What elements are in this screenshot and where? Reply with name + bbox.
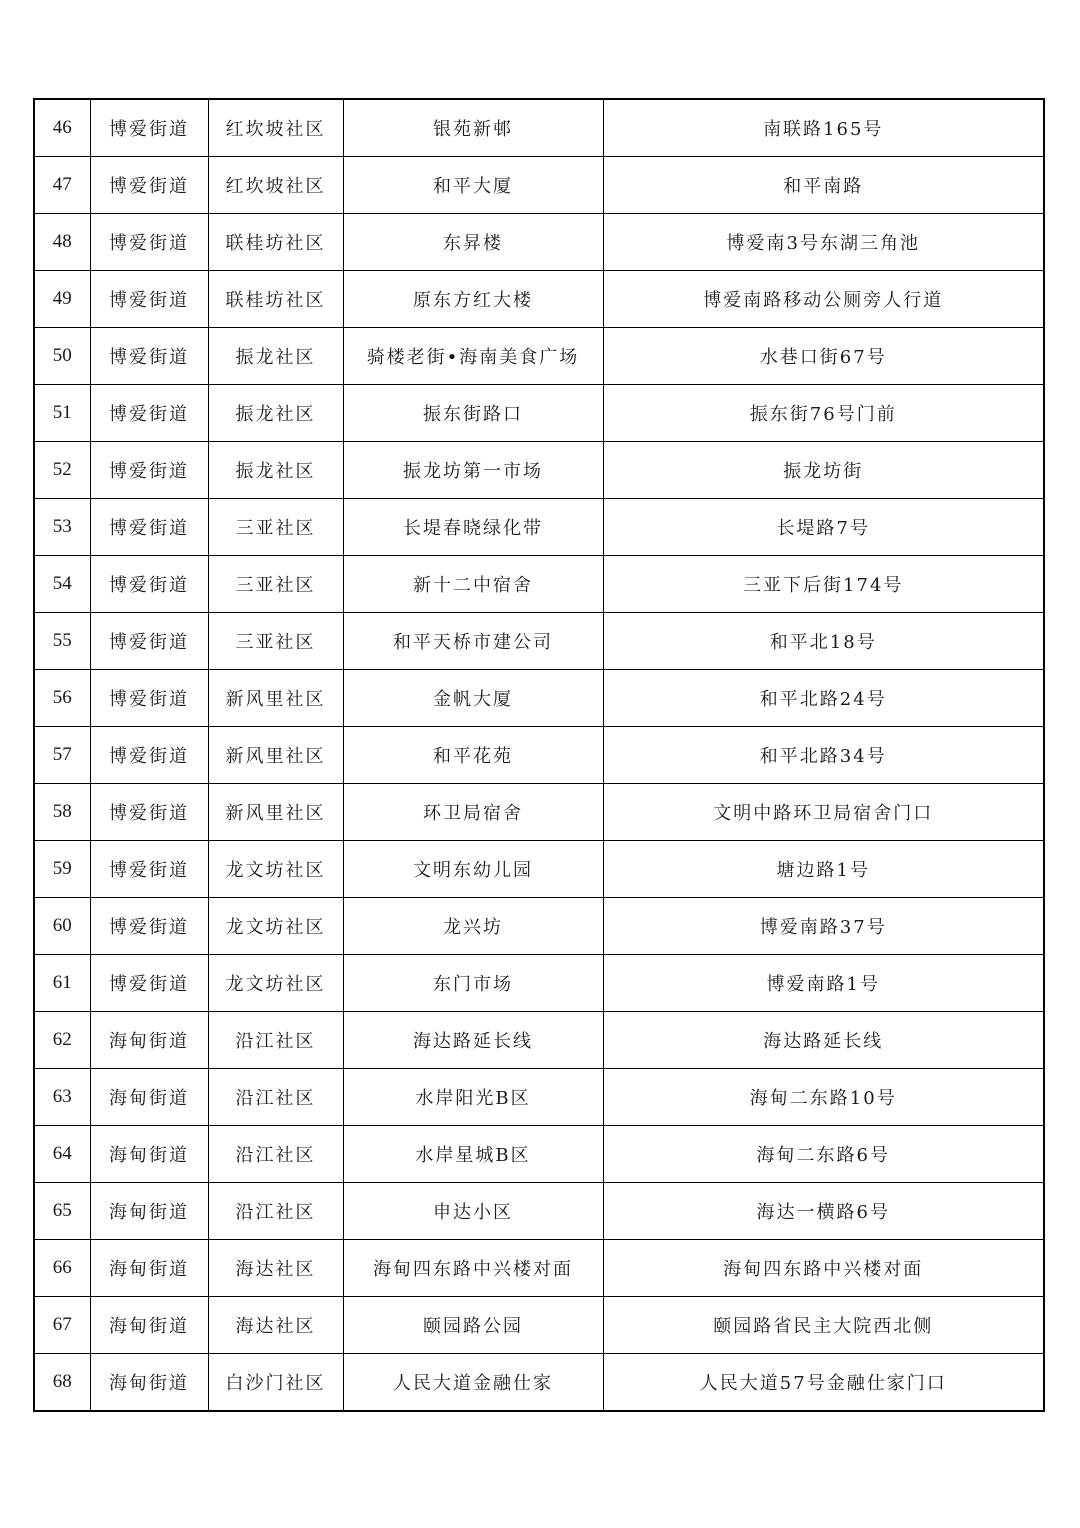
site-name-cell: 海甸四东路中兴楼对面 [343, 1240, 603, 1297]
street-cell: 海甸街道 [90, 1240, 208, 1297]
community-cell: 新风里社区 [208, 670, 343, 727]
site-name-cell: 骑楼老街•海南美食广场 [343, 328, 603, 385]
site-name-cell: 申达小区 [343, 1183, 603, 1240]
table-row [34, 670, 1044, 727]
table-body [34, 99, 1044, 1411]
row-number-cell: 59 [34, 841, 90, 898]
street-cell: 博爱街道 [90, 442, 208, 499]
address-cell: 南联路165号 [603, 99, 1044, 157]
address-cell: 人民大道57号金融仕家门口 [603, 1354, 1044, 1412]
site-name-cell: 和平大厦 [343, 157, 603, 214]
street-cell: 博爱街道 [90, 214, 208, 271]
row-number-cell: 67 [34, 1297, 90, 1354]
street-cell: 博爱街道 [90, 385, 208, 442]
community-cell: 白沙门社区 [208, 1354, 343, 1412]
community-cell: 三亚社区 [208, 499, 343, 556]
community-cell: 振龙社区 [208, 328, 343, 385]
site-name-cell: 环卫局宿舍 [343, 784, 603, 841]
address-cell: 海达路延长线 [603, 1012, 1044, 1069]
row-number-cell: 62 [34, 1012, 90, 1069]
row-number-cell: 64 [34, 1126, 90, 1183]
street-cell: 博爱街道 [90, 727, 208, 784]
community-cell: 沿江社区 [208, 1069, 343, 1126]
table-row [34, 613, 1044, 670]
site-name-cell: 和平花苑 [343, 727, 603, 784]
address-cell: 和平南路 [603, 157, 1044, 214]
street-cell: 海甸街道 [90, 1297, 208, 1354]
community-cell: 沿江社区 [208, 1126, 343, 1183]
street-cell: 博爱街道 [90, 784, 208, 841]
street-cell: 博爱街道 [90, 499, 208, 556]
street-cell: 博爱街道 [90, 841, 208, 898]
row-number-cell: 60 [34, 898, 90, 955]
address-cell: 振东街76号门前 [603, 385, 1044, 442]
site-name-cell: 原东方红大楼 [343, 271, 603, 328]
table-row [34, 1354, 1044, 1412]
site-name-cell: 颐园路公园 [343, 1297, 603, 1354]
street-cell: 博爱街道 [90, 898, 208, 955]
row-number-cell: 46 [34, 99, 90, 157]
address-cell: 海甸四东路中兴楼对面 [603, 1240, 1044, 1297]
address-cell: 海达一横路6号 [603, 1183, 1044, 1240]
street-cell: 博爱街道 [90, 157, 208, 214]
row-number-cell: 57 [34, 727, 90, 784]
row-number-cell: 66 [34, 1240, 90, 1297]
row-number-cell: 48 [34, 214, 90, 271]
street-cell: 博爱街道 [90, 556, 208, 613]
row-number-cell: 56 [34, 670, 90, 727]
table-row [34, 271, 1044, 328]
site-name-cell: 银苑新邨 [343, 99, 603, 157]
site-name-cell: 振东街路口 [343, 385, 603, 442]
community-cell: 沿江社区 [208, 1012, 343, 1069]
row-number-cell: 50 [34, 328, 90, 385]
community-cell: 振龙社区 [208, 442, 343, 499]
row-number-cell: 63 [34, 1069, 90, 1126]
table-row [34, 1240, 1044, 1297]
site-name-cell: 人民大道金融仕家 [343, 1354, 603, 1412]
address-cell: 和平北路24号 [603, 670, 1044, 727]
table-row [34, 784, 1044, 841]
table-row [34, 556, 1044, 613]
address-cell: 博爱南路1号 [603, 955, 1044, 1012]
community-cell: 红坎坡社区 [208, 157, 343, 214]
table-row [34, 442, 1044, 499]
address-cell: 和平北路34号 [603, 727, 1044, 784]
table-row [34, 385, 1044, 442]
table-row [34, 841, 1044, 898]
address-cell: 和平北18号 [603, 613, 1044, 670]
site-name-cell: 文明东幼儿园 [343, 841, 603, 898]
site-name-cell: 东门市场 [343, 955, 603, 1012]
site-name-cell: 水岸星城B区 [343, 1126, 603, 1183]
table-row [34, 1297, 1044, 1354]
address-cell: 博爱南路37号 [603, 898, 1044, 955]
site-name-cell: 金帆大厦 [343, 670, 603, 727]
street-cell: 博爱街道 [90, 328, 208, 385]
community-cell: 海达社区 [208, 1240, 343, 1297]
community-cell: 三亚社区 [208, 613, 343, 670]
site-name-cell: 和平天桥市建公司 [343, 613, 603, 670]
table-row [34, 214, 1044, 271]
community-cell: 三亚社区 [208, 556, 343, 613]
row-number-cell: 51 [34, 385, 90, 442]
site-name-cell: 长堤春晓绿化带 [343, 499, 603, 556]
table-row [34, 99, 1044, 157]
row-number-cell: 47 [34, 157, 90, 214]
site-name-cell: 水岸阳光B区 [343, 1069, 603, 1126]
street-cell: 海甸街道 [90, 1069, 208, 1126]
street-cell: 博爱街道 [90, 670, 208, 727]
address-cell: 水巷口街67号 [603, 328, 1044, 385]
address-cell: 文明中路环卫局宿舍门口 [603, 784, 1044, 841]
street-cell: 博爱街道 [90, 99, 208, 157]
location-table [33, 98, 1045, 1412]
row-number-cell: 53 [34, 499, 90, 556]
community-cell: 龙文坊社区 [208, 955, 343, 1012]
street-cell: 海甸街道 [90, 1183, 208, 1240]
table-row [34, 157, 1044, 214]
row-number-cell: 65 [34, 1183, 90, 1240]
table-row [34, 1012, 1044, 1069]
community-cell: 新风里社区 [208, 727, 343, 784]
community-cell: 联桂坊社区 [208, 214, 343, 271]
row-number-cell: 54 [34, 556, 90, 613]
community-cell: 龙文坊社区 [208, 898, 343, 955]
street-cell: 博爱街道 [90, 955, 208, 1012]
row-number-cell: 52 [34, 442, 90, 499]
row-number-cell: 55 [34, 613, 90, 670]
row-number-cell: 49 [34, 271, 90, 328]
community-cell: 龙文坊社区 [208, 841, 343, 898]
address-cell: 颐园路省民主大院西北侧 [603, 1297, 1044, 1354]
row-number-cell: 61 [34, 955, 90, 1012]
row-number-cell: 58 [34, 784, 90, 841]
address-cell: 长堤路7号 [603, 499, 1044, 556]
address-cell: 博爱南路移动公厕旁人行道 [603, 271, 1044, 328]
row-number-cell: 68 [34, 1354, 90, 1412]
table-row [34, 727, 1044, 784]
address-cell: 海甸二东路6号 [603, 1126, 1044, 1183]
address-cell: 振龙坊街 [603, 442, 1044, 499]
address-cell: 三亚下后街174号 [603, 556, 1044, 613]
community-cell: 红坎坡社区 [208, 99, 343, 157]
table-row [34, 499, 1044, 556]
site-name-cell: 龙兴坊 [343, 898, 603, 955]
community-cell: 振龙社区 [208, 385, 343, 442]
street-cell: 海甸街道 [90, 1126, 208, 1183]
site-name-cell: 振龙坊第一市场 [343, 442, 603, 499]
community-cell: 联桂坊社区 [208, 271, 343, 328]
table-row [34, 1069, 1044, 1126]
street-cell: 海甸街道 [90, 1354, 208, 1412]
community-cell: 新风里社区 [208, 784, 343, 841]
community-cell: 沿江社区 [208, 1183, 343, 1240]
table-row [34, 1183, 1044, 1240]
table-row [34, 898, 1044, 955]
street-cell: 博爱街道 [90, 613, 208, 670]
community-cell: 海达社区 [208, 1297, 343, 1354]
address-cell: 博爱南3号东湖三角池 [603, 214, 1044, 271]
address-cell: 塘边路1号 [603, 841, 1044, 898]
table-row [34, 1126, 1044, 1183]
street-cell: 博爱街道 [90, 271, 208, 328]
site-name-cell: 东昇楼 [343, 214, 603, 271]
address-cell: 海甸二东路10号 [603, 1069, 1044, 1126]
site-name-cell: 新十二中宿舍 [343, 556, 603, 613]
site-name-cell: 海达路延长线 [343, 1012, 603, 1069]
table-row [34, 955, 1044, 1012]
table-row [34, 328, 1044, 385]
street-cell: 海甸街道 [90, 1012, 208, 1069]
